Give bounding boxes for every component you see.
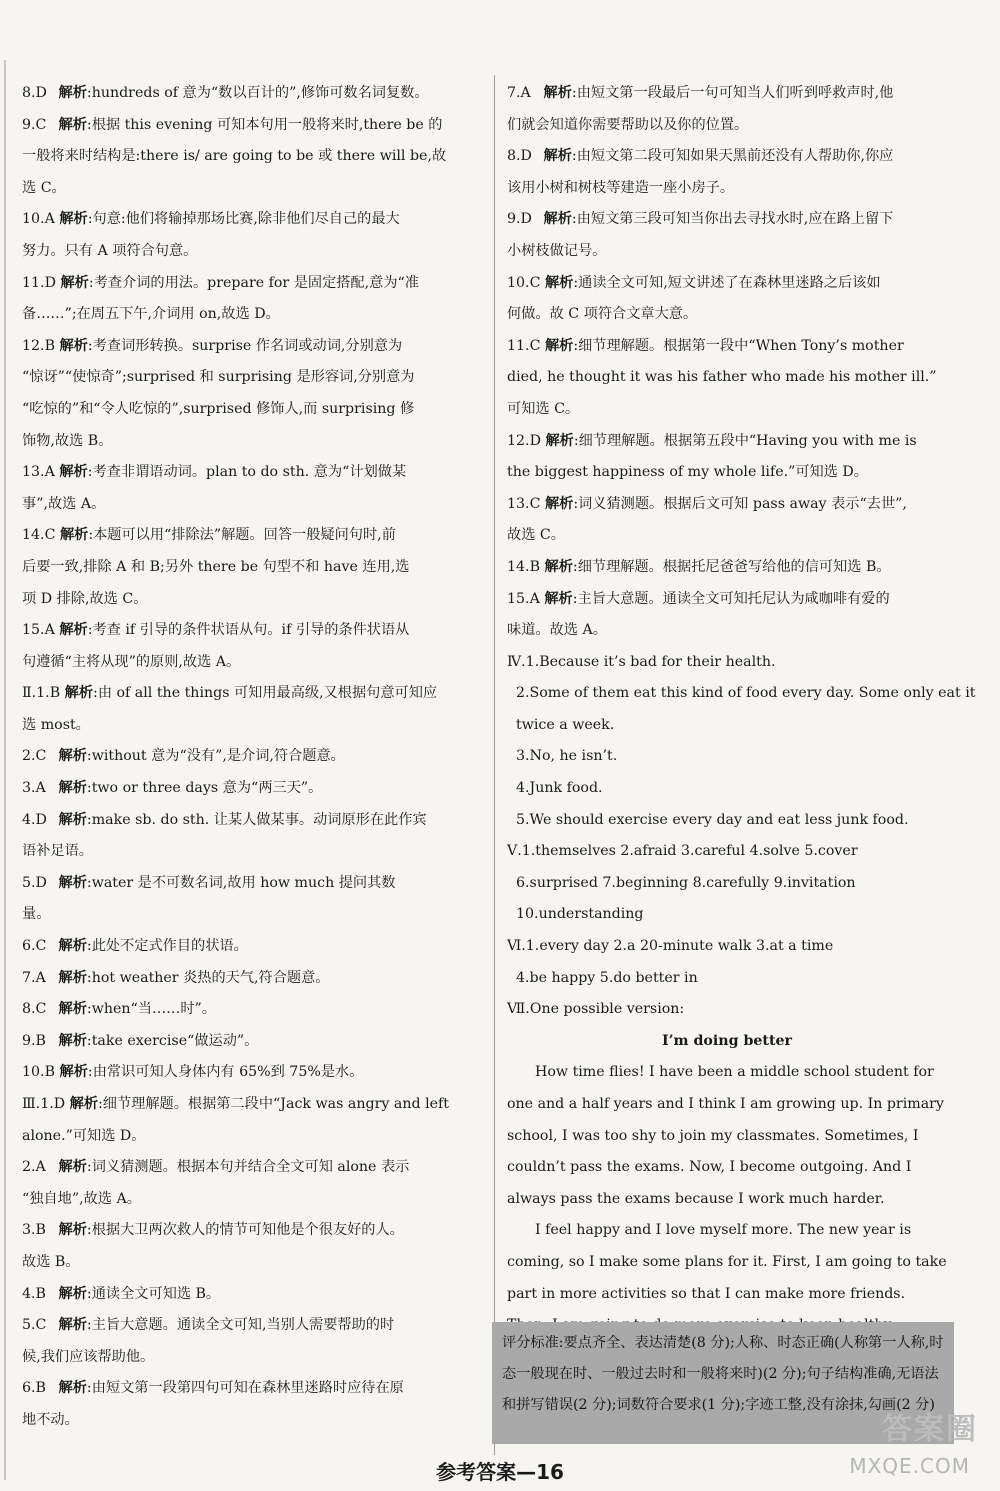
analysis-colon: :: [88, 274, 94, 291]
analysis-text: hundreds of 意为“数以百计的”,修饰可数名词复数。: [91, 85, 429, 101]
analysis-colon: :: [86, 780, 92, 797]
section7-intro: Ⅶ.One possible version:: [507, 1001, 685, 1018]
answer-number: 14.B: [507, 558, 540, 575]
analysis-label: 解析: [59, 464, 88, 481]
answer-item: [22, 204, 474, 267]
answer-line: 10.understanding: [516, 906, 644, 923]
analysis-label: 解析: [544, 337, 574, 354]
analysis-label: 解析: [58, 938, 87, 955]
analysis-label: 解析: [64, 685, 94, 702]
answer-number: 5.C: [22, 1317, 47, 1334]
answer-number: 8.D: [22, 85, 47, 101]
analysis-text: 由短文第二段可知如果天黑前还没有人帮助你,你应: [576, 148, 894, 165]
section5-answers: [507, 836, 947, 931]
analysis-text-continued: 备……”;在周五下午,介词用 on,故选 D。: [22, 306, 280, 323]
analysis-label: 解析: [60, 274, 89, 291]
analysis-text-continued: “吃惊的”和“令人吃惊的”,surprised 修饰人,而 surprising 修: [22, 400, 415, 417]
analysis-text: 通读全文可知选 B。: [91, 1285, 221, 1302]
answer-number: 9.B: [22, 1032, 46, 1049]
analysis-colon: :: [86, 938, 92, 955]
answer-number: 4.B: [22, 1285, 46, 1302]
answer-number: 4.D: [22, 811, 47, 828]
analysis-label: 解析: [59, 337, 88, 354]
answer-number: 11.C: [507, 337, 541, 354]
analysis-text: 考查 if 引导的条件状语从句。if 引导的条件状语从: [92, 622, 410, 639]
answer-item: [22, 678, 474, 741]
answer-line: Ⅴ.1.themselves 2.afraid 3.careful 4.solve 5.cover: [507, 843, 858, 860]
answer-number: 15.A: [22, 622, 55, 639]
answer-number: 2.C: [22, 748, 47, 765]
analysis-text-continued: 句遵循“主将从现”的原则,故选 A。: [22, 653, 241, 670]
answer-number: Ⅲ.1.D: [22, 1096, 66, 1112]
analysis-colon: :: [87, 337, 93, 354]
analysis-label: 解析: [58, 1222, 87, 1239]
analysis-text: 由常识可知人身体内有 65%到 75%是水。: [92, 1064, 364, 1081]
answer-item: [22, 1373, 474, 1436]
answer-line: 2.Some of them eat this kind of food every day. Some only eat it: [516, 685, 976, 702]
analysis-colon: :: [86, 85, 92, 101]
analysis-label: 解析: [69, 1096, 99, 1112]
analysis-text-continued: 一般将来时结构是:there is/ are going to be 或 there will be,故: [22, 148, 447, 165]
right-column: [507, 78, 976, 1342]
analysis-text: 根据大卫两次救人的情节可知他是个很友好的人。: [91, 1222, 404, 1239]
analysis-text-continued: 味道。故选 A。: [507, 622, 607, 639]
analysis-text: 通读全文可知,短文讲述了在森林里迷路之后该如: [578, 274, 881, 291]
answer-line: 3.No, he isn’t.: [516, 748, 618, 765]
answer-item: [22, 1057, 474, 1089]
answer-line: 6.surprised 7.beginning 8.carefully 9.invitation: [516, 874, 856, 891]
answer-item: [507, 489, 947, 552]
left-column: [22, 78, 474, 1437]
answer-line: 5.We should exercise every day and eat less junk food.: [516, 811, 909, 828]
answer-item: [22, 1089, 474, 1152]
answer-number: 6.B: [22, 1380, 46, 1397]
answer-item: [507, 78, 947, 141]
analysis-text-continued: 努力。只有 A 项符合句意。: [22, 242, 198, 259]
answer-number: 3.B: [22, 1222, 46, 1239]
analysis-text: 考查非谓语动词。plan to do sth. 意为“计划做某: [92, 464, 407, 481]
analysis-text: 由短文第一段第四句可知在森林里迷路时应待在原: [91, 1380, 404, 1397]
answer-item: [22, 615, 474, 678]
analysis-label: 解析: [544, 495, 574, 512]
answer-number: 3.A: [22, 780, 46, 797]
analysis-label: 解析: [58, 116, 87, 133]
answer-line: Ⅵ.1.every day 2.a 20-minute walk 3.at a time: [507, 938, 834, 955]
analysis-label: 解析: [544, 274, 574, 291]
analysis-colon: :: [87, 464, 93, 481]
analysis-colon: :: [573, 337, 579, 354]
analysis-colon: :: [573, 274, 579, 291]
answer-line: twice a week.: [516, 716, 615, 733]
analysis-text: 此处不定式作目的状语。: [91, 938, 248, 955]
analysis-colon: :: [571, 211, 577, 228]
analysis-text-continued: 们就会知道你需要帮助以及你的位置。: [507, 116, 749, 133]
analysis-text-continued: alone.”可知选 D。: [22, 1127, 146, 1144]
analysis-label: 解析: [543, 148, 572, 165]
answer-number: 10.B: [22, 1064, 55, 1081]
watermark-logo: 答案圈: [882, 1412, 978, 1447]
analysis-colon: :: [86, 1159, 92, 1176]
answer-number: 10.C: [507, 274, 541, 291]
answer-item: [507, 426, 947, 489]
analysis-text: 考查词形转换。surprise 作名词或动词,分别意为: [92, 337, 403, 354]
analysis-text-continued: 地不动。: [22, 1411, 79, 1428]
answer-item: [507, 584, 947, 647]
analysis-colon: :: [87, 1064, 93, 1081]
analysis-colon: :: [571, 148, 577, 165]
analysis-label: 解析: [59, 211, 88, 228]
analysis-text-continued: 项 D 排除,故选 C。: [22, 590, 148, 607]
answer-number: 13.A: [22, 464, 55, 481]
answer-number: 8.D: [507, 148, 532, 165]
analysis-colon: :: [86, 874, 92, 891]
analysis-label: 解析: [58, 85, 87, 101]
answer-number: 5.D: [22, 874, 47, 891]
analysis-text: 由短文第一段最后一句可知当人们听到呼救声时,他: [576, 85, 894, 101]
analysis-colon: :: [86, 1222, 92, 1239]
analysis-text: make sb. do sth. 让某人做某事。动词原形在此作宾: [91, 811, 427, 828]
analysis-text: 考查介词的用法。prepare for 是固定搭配,意为“准: [93, 274, 419, 291]
answer-item: [22, 868, 474, 931]
answer-item: [22, 931, 474, 963]
analysis-text: water 是不可数名词,故用 how much 提问其数: [91, 874, 396, 891]
analysis-colon: :: [87, 622, 93, 639]
analysis-text-continued: 可知选 C。: [507, 400, 580, 417]
analysis-text: 细节理解题。根据第二段中“Jack was angry and left: [102, 1096, 449, 1112]
analysis-text-continued: died, he thought it was his father who made his mother ill.”: [507, 369, 937, 386]
answer-item: [507, 331, 947, 426]
analysis-colon: :: [86, 748, 92, 765]
analysis-colon: :: [93, 685, 98, 702]
answer-item: [22, 268, 474, 331]
analysis-colon: :: [573, 495, 579, 512]
answer-number: 14.C: [22, 527, 56, 544]
analysis-label: 解析: [543, 85, 572, 101]
analysis-text: 根据 this evening 可知本句用一般将来时,there be 的: [91, 116, 443, 133]
answer-item: [22, 1279, 474, 1311]
analysis-colon: :: [88, 527, 94, 544]
analysis-text: 词义猜测题。根据后文可知 pass away 表示“去世”,: [578, 495, 907, 512]
answer-number: 12.D: [507, 432, 541, 449]
essay-paragraph: How time flies! I have been a middle school student for one and a half years and I think I am growing up. In primary school, I was too shy to join my classmates. Sometimes, I couldn’t pass the exams. Now, I become outgoing. And I always pass the exams because I work much harder.: [507, 1064, 944, 1207]
answer-number: 7.A: [507, 85, 531, 101]
analysis-label: 解析: [58, 1285, 87, 1302]
analysis-text: 主旨大意题。通读全文可知,当别人需要帮助的时: [91, 1317, 395, 1334]
analysis-text: take exercise“做运动”。: [91, 1032, 259, 1049]
analysis-colon: :: [86, 1032, 92, 1049]
analysis-text-continued: 小树枝做记号。: [507, 242, 607, 259]
answer-number: 6.C: [22, 938, 47, 955]
answer-item: [22, 1152, 474, 1215]
section3-answers-continued: [507, 78, 947, 647]
answer-item: [22, 963, 474, 995]
analysis-text-continued: 选 most。: [22, 716, 90, 733]
answer-number: 9.C: [22, 116, 47, 133]
analysis-text: 句意:他们将输掉那场比赛,除非他们尽自己的最大: [92, 211, 400, 228]
analysis-colon: :: [86, 969, 92, 986]
analysis-colon: :: [86, 811, 92, 828]
analysis-colon: :: [572, 558, 578, 575]
analysis-colon: :: [572, 590, 578, 607]
analysis-colon: :: [98, 1096, 103, 1112]
page-edge: [4, 60, 6, 1480]
analysis-text: when“当……时”。: [91, 1001, 216, 1018]
analysis-text: 词义猜测题。根据本句并结合全文可知 alone 表示: [91, 1159, 410, 1176]
analysis-text-continued: 量。: [22, 906, 51, 923]
analysis-colon: :: [573, 432, 579, 449]
answer-item: [22, 78, 474, 110]
analysis-label: 解析: [544, 558, 573, 575]
answer-item: [22, 520, 474, 615]
analysis-label: 解析: [59, 1064, 88, 1081]
answer-item: [22, 1310, 474, 1373]
watermark-url: MXQE.COM: [849, 1454, 970, 1478]
analysis-colon: :: [87, 211, 93, 228]
answer-line: 4.Junk food.: [516, 780, 603, 797]
analysis-text: hot weather 炎热的天气,符合题意。: [91, 969, 330, 986]
answer-number: 7.A: [22, 969, 46, 986]
analysis-text: 细节理解题。根据第五段中“Having you with me is: [578, 432, 917, 449]
answer-item: [22, 1026, 474, 1058]
analysis-text-continued: 何做。故 C 项符合文章大意。: [507, 306, 698, 323]
analysis-text-continued: 选 C。: [22, 179, 66, 196]
analysis-colon: :: [86, 116, 92, 133]
analysis-text-continued: 语补足语。: [22, 843, 93, 860]
answer-number: 12.B: [22, 337, 55, 354]
answer-item: [22, 457, 474, 520]
analysis-text: two or three days 意为“两三天”。: [91, 780, 323, 797]
analysis-colon: :: [86, 1380, 92, 1397]
analysis-label: 解析: [58, 1032, 87, 1049]
answer-number: 10.A: [22, 211, 55, 228]
analysis-colon: :: [86, 1001, 92, 1018]
answer-item: [507, 268, 947, 331]
answer-item: [22, 110, 474, 205]
analysis-label: 解析: [58, 1001, 87, 1018]
analysis-text-continued: 候,我们应该帮助他。: [22, 1348, 155, 1365]
answer-item: [22, 1215, 474, 1278]
analysis-text: 由短文第三段可知当你出去寻找水时,应在路上留下: [576, 211, 894, 228]
analysis-label: 解析: [58, 1317, 87, 1334]
analysis-text: without 意为“没有”,是介词,符合题意。: [91, 748, 345, 765]
analysis-label: 解析: [58, 874, 87, 891]
analysis-colon: :: [86, 1285, 92, 1302]
analysis-label: 解析: [544, 590, 573, 607]
answer-number: 13.C: [507, 495, 541, 512]
essay-title: I’m doing better: [661, 1032, 793, 1049]
analysis-text-continued: “惊讶”“使惊奇”;surprised 和 surprising 是形容词,分别意为: [22, 369, 415, 386]
analysis-label: 解析: [58, 748, 87, 765]
analysis-text-continued: 该用小树和树枝等建造一座小房子。: [507, 179, 735, 196]
analysis-text: 细节理解题。根据托尼爸爸写给他的信可知选 B。: [577, 558, 891, 575]
analysis-text: 本题可以用“排除法”解题。回答一般疑问句时,前: [93, 527, 396, 544]
answer-item: [507, 204, 947, 267]
analysis-text: 主旨大意题。通读全文可知托尼认为咸咖啡有爱的: [577, 590, 890, 607]
analysis-label: 解析: [58, 811, 87, 828]
answer-item: [507, 141, 947, 204]
analysis-text: 细节理解题。根据第一段中“When Tony’s mother: [578, 337, 904, 354]
analysis-label: 解析: [59, 622, 88, 639]
answer-item: [22, 994, 474, 1026]
answer-item: [22, 773, 474, 805]
analysis-colon: :: [86, 1317, 92, 1334]
analysis-label: 解析: [59, 527, 89, 544]
answer-number: 11.D: [22, 274, 56, 291]
answer-item: [22, 331, 474, 457]
analysis-text-continued: 事”,故选 A。: [22, 495, 106, 512]
answer-line: 4.be happy 5.do better in: [516, 969, 698, 986]
page-footer: 参考答案—16: [436, 1460, 564, 1484]
analysis-text-continued: “独自地”,故选 A。: [22, 1190, 141, 1207]
answer-number: 9.D: [507, 211, 532, 228]
section4-answers: [507, 647, 976, 837]
section6-answers: [507, 931, 947, 994]
analysis-colon: :: [571, 85, 577, 101]
analysis-text-continued: 故选 C。: [507, 527, 565, 544]
answer-number: 15.A: [507, 590, 540, 607]
analysis-text-continued: 饰物,故选 B。: [22, 432, 113, 449]
answer-item: [22, 805, 474, 868]
analysis-text-continued: 后要一致,排除 A 和 B;另外 there be 句型不和 have 连用,选: [22, 558, 410, 575]
scoring-criteria-text: 评分标准:要点齐全、表达清楚(8 分);人称、时态正确(人称第一人称,时态一般现在时、一般过去时和一般将来时)(2 分);句子结构准确,无语法和拼写错误(2 分);词数符合要求(1 分);字迹工整,没有涂抹,勾画(2 分): [502, 1335, 944, 1413]
analysis-label: 解析: [543, 211, 572, 228]
analysis-text: 由 of all the things 可知用最高级,又根据句意可知应: [97, 685, 438, 702]
answer-item: [22, 741, 474, 773]
answer-item: [507, 552, 947, 584]
essay-body: [507, 1057, 947, 1341]
analysis-label: 解析: [58, 969, 87, 986]
analysis-label: 解析: [58, 1159, 87, 1176]
answer-number: Ⅱ.1.B: [22, 685, 61, 702]
analysis-text-continued: the biggest happiness of my whole life.”可知选 D。: [507, 464, 868, 481]
essay-paragraph: I feel happy and I love myself more. The new year is coming, so I make some plans for it. First, I am going to take part in more activities so that I can make more friends.: [507, 1222, 947, 1302]
analysis-label: 解析: [545, 432, 574, 449]
answer-number: 2.A: [22, 1159, 46, 1176]
analysis-label: 解析: [58, 780, 87, 797]
answer-line: Ⅳ.1.Because it’s bad for their health.: [507, 653, 776, 670]
analysis-label: 解析: [58, 1380, 87, 1397]
column-divider: [494, 75, 495, 1455]
analysis-text-continued: 故选 B。: [22, 1253, 80, 1270]
answer-number: 8.C: [22, 1001, 47, 1018]
